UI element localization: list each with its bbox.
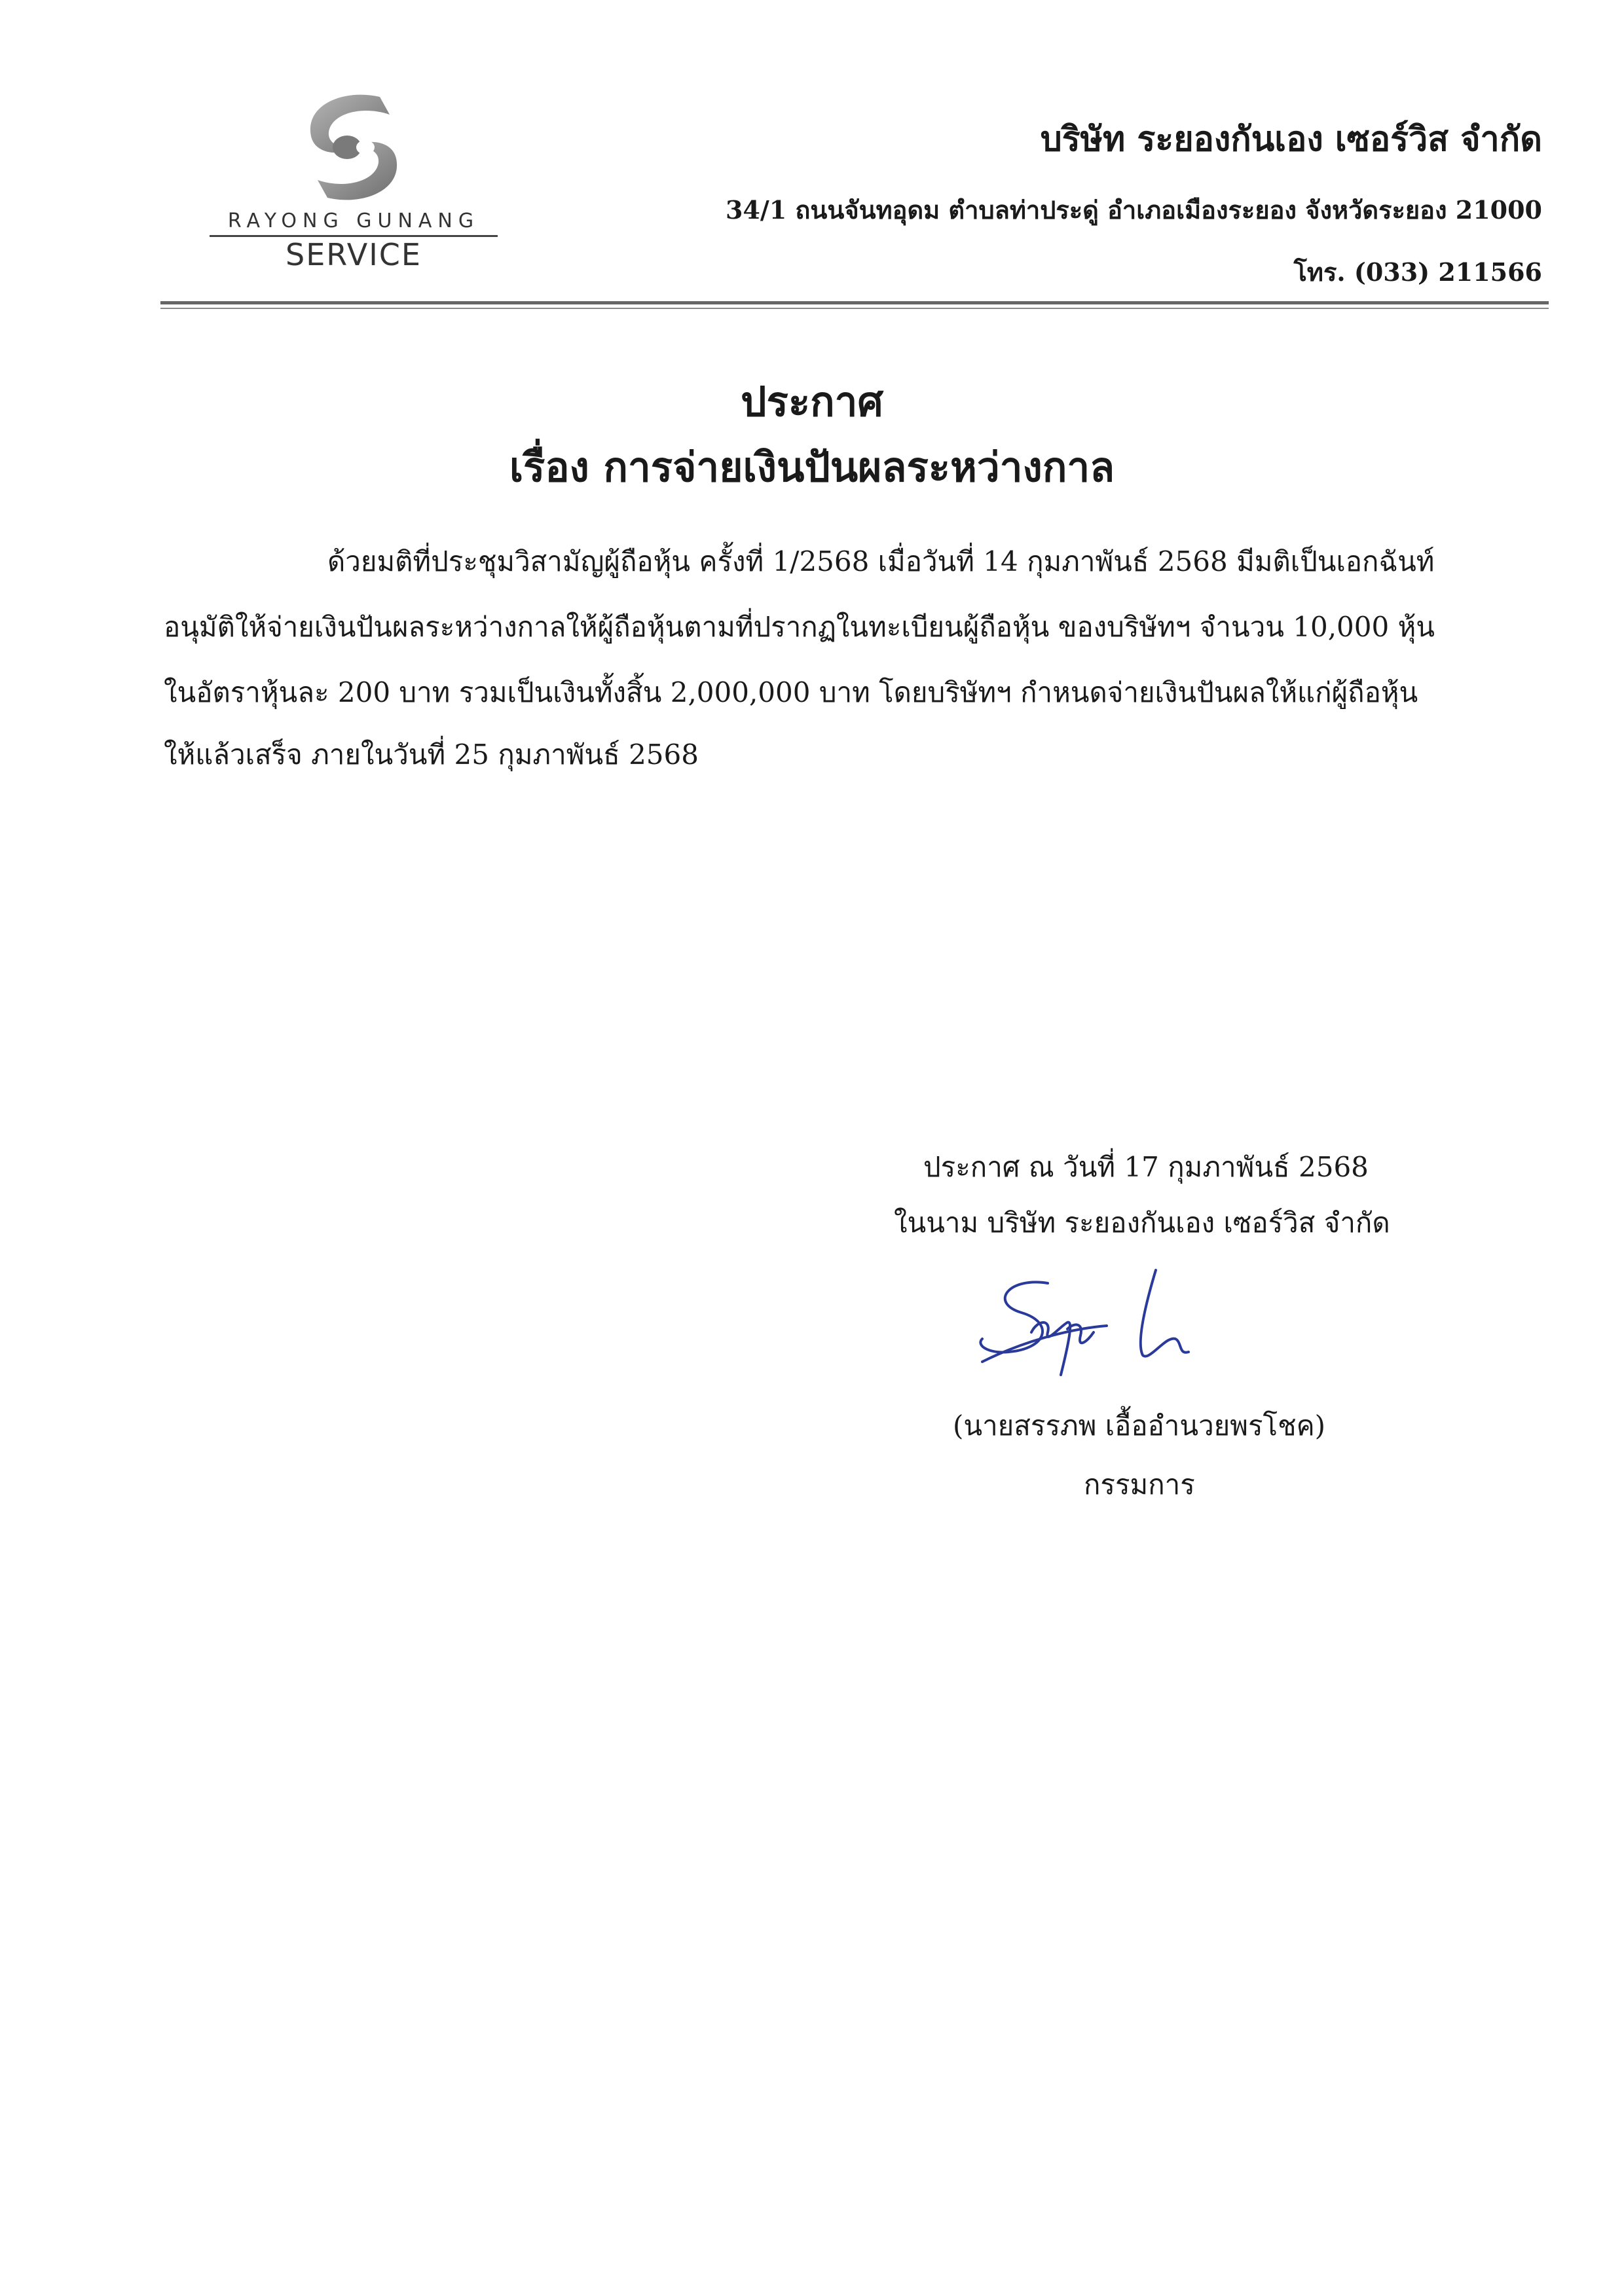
company-name: บริษัท ระยองกันเอง เซอร์วิส จำกัด	[1040, 119, 1542, 159]
handwritten-signature-icon	[969, 1264, 1231, 1414]
announcement-date: ประกาศ ณ วันที่ 17 กุมภาพันธ์ 2568	[923, 1151, 1369, 1183]
company-logo	[210, 85, 498, 272]
announcement-subject: เรื่อง การจ่ายเงินปันผลระหว่างกาล	[509, 443, 1115, 491]
body-text-line: ให้แล้วเสร็จ ภายในวันที่ 25 กุมภาพันธ์ 2568	[164, 738, 699, 771]
company-address: 34/1 ถนนจันทอุดม ตำบลท่าประดู่ อำเภอเมืองระยอง จังหวัดระยอง 21000	[725, 195, 1542, 225]
header-divider-thick	[160, 301, 1549, 304]
company-phone: โทร. (033) 211566	[1293, 257, 1542, 287]
announcement-heading: ประกาศ	[741, 378, 883, 426]
header-divider-thin	[160, 308, 1549, 309]
on-behalf-of: ในนาม บริษัท ระยองกันเอง เซอร์วิส จำกัด	[894, 1207, 1390, 1239]
signer-name: (นายสรรภพ เอื้ออำนวยพรโชค)	[953, 1410, 1326, 1442]
signer-title: กรรมการ	[1084, 1468, 1195, 1501]
body-text-line: อนุมัติให้จ่ายเงินปันผลระหว่างกาลให้ผู้ถือหุ้นตามที่ปรากฏในทะเบียนผู้ถือหุ้น ของบริษัทฯ จำนวน 10,000 หุ้น	[164, 611, 1435, 643]
logo-text-rayong-gunang: RAYONG GUNANG	[210, 210, 498, 237]
logo-text-service: SERVICE	[286, 237, 422, 272]
company-logo-mark-icon	[282, 85, 426, 210]
body-text-line: ในอัตราหุ้นละ 200 บาท รวมเป็นเงินทั้งสิ้น 2,000,000 บาท โดยบริษัทฯ กำหนดจ่ายเงินปันผลให้แก่ผู้ถือหุ้น	[164, 676, 1418, 708]
body-text-line: ด้วยมติที่ประชุมวิสามัญผู้ถือหุ้น ครั้งที่ 1/2568 เมื่อวันที่ 14 กุมภาพันธ์ 2568 มีมติเป็นเอกฉันท์	[327, 545, 1435, 577]
